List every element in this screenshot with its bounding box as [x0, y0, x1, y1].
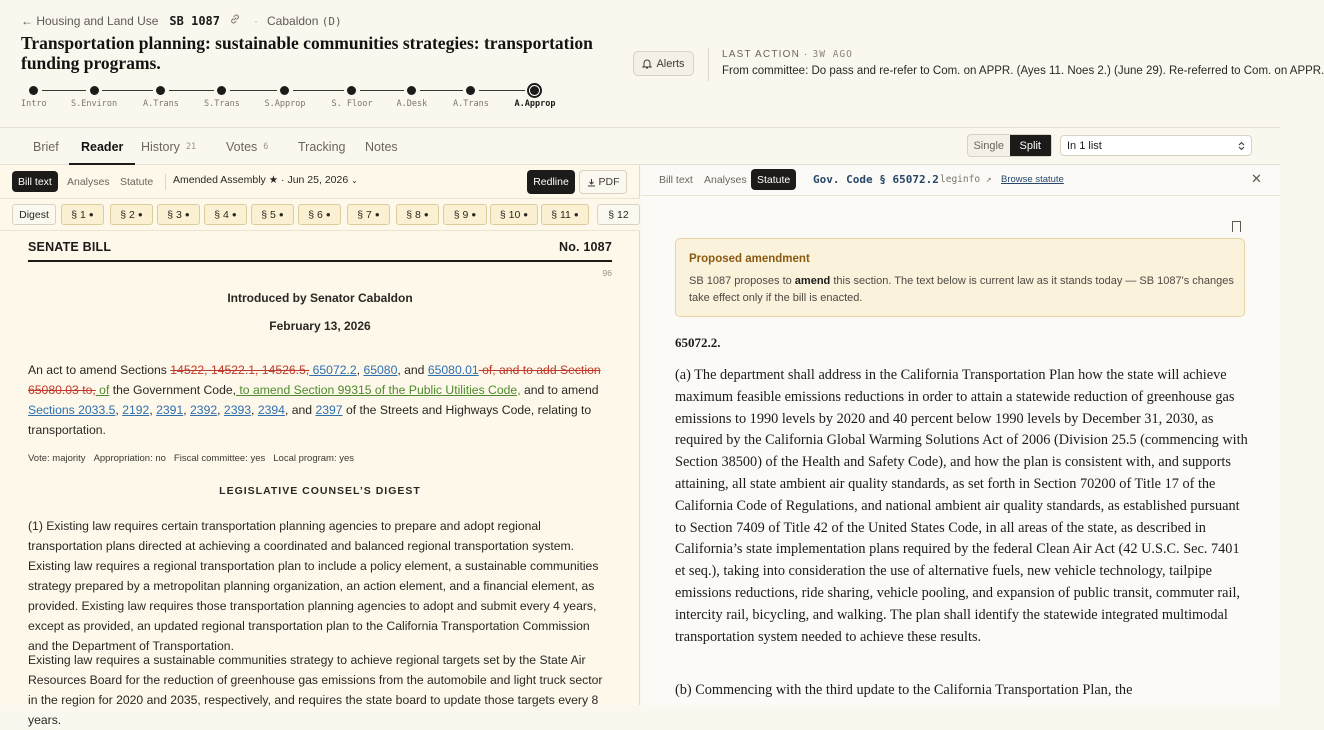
- section-link[interactable]: 2397: [315, 403, 343, 417]
- alerts-label: Alerts: [656, 57, 685, 70]
- digest-paragraph: (1) Existing law requires certain transportation planning agencies to prepare and adopt regional transportation plans directed at achieving a coordinated and balanced regional transportation system. Existing law requires a regional transportation plan to include a policy element, a sustainable communities strategy prepared by a metropolitan planning organization, an action element, and a financial element, as provided. Existing law requires those transportation planning agencies to adopt and submit every 4 years, except as provided, an updated regional transportation plan to the California Transportation Commission and the Department of Transportation.: [28, 519, 599, 653]
- section-chip[interactable]: [347, 204, 390, 225]
- timeline-stage[interactable]: [204, 83, 240, 109]
- section-chip[interactable]: [204, 204, 247, 225]
- split-view-button[interactable]: Split: [1010, 135, 1052, 156]
- back-link[interactable]: ← Housing and Land Use: [21, 13, 159, 28]
- section-chip[interactable]: [157, 204, 200, 225]
- timeline-stage[interactable]: [143, 83, 179, 109]
- stage-label: A.Desk: [396, 99, 428, 109]
- section-chip-label: § 11: [551, 208, 571, 221]
- timeline-stage[interactable]: [265, 83, 306, 109]
- divider: [165, 174, 166, 190]
- stage-label: S.Approp: [264, 99, 306, 109]
- download-icon: [587, 178, 596, 187]
- section-chip-label: § 2: [120, 208, 135, 221]
- proposed-amendment-callout: [675, 238, 1245, 317]
- bill-meta: Vote: majority Appropriation: no Fiscal committee: yes Local program: yes: [28, 453, 355, 464]
- status-timeline: [21, 83, 581, 111]
- bill-header: [0, 0, 1324, 128]
- stage-label: S.Environ: [71, 99, 118, 109]
- bill-id: SB 1087: [169, 13, 220, 28]
- timeline-stage[interactable]: [397, 83, 428, 109]
- changed-dot-icon: ●: [137, 210, 143, 219]
- section-chip[interactable]: [61, 204, 104, 225]
- stage-label: Intro: [21, 99, 47, 109]
- section-chip-label: § 9: [453, 208, 469, 221]
- stage-dot: [347, 86, 356, 95]
- section-link[interactable]: 65080.01: [427, 363, 479, 377]
- section-chip[interactable]: [541, 204, 589, 225]
- statute-paragraph: (a) The department shall address in the California Transportation Plan how the state will achieve maximum feasible emissions reductions in order to attain a statewide reduction of greenhouse gas emissions to 1990 levels by 2020 and 40 percent below 1990 levels by December 31, 2030, as required by the California Global Warming Solutions Act of 2006 (Division 25.5 (commencing with Section 38500) of the Health and Safety Code), and how the plan is consistent with, and supports attaining, all state ambient air quality standards, as set forth in Section 70200 of Title 17 of the California Code of Regulations, and national ambient air quality standards, as established pursuant to Section 7409 of Title 42 of the United States Code, in all areas of the state, as described in California’s state implementation plans required by the federal Clean Air Act (42 U.S.C. Sec. 7401 et seq.), taking into consideration the use of alternative fuels, new vehicle technology, tailpipe emissions reductions, ride sharing, vehicle pooling, and expansion of public transit, commuter rail, intercity rail, bicycling, and walking. The plan shall identify the statewide integrated multimodal transportation system needed to achieve these results.: [675, 367, 1248, 645]
- close-icon[interactable]: ✕: [1251, 171, 1262, 186]
- tab-history[interactable]: History 21: [141, 139, 197, 154]
- section-chip-label: § 8: [406, 208, 421, 221]
- section-chip-label: § 5: [261, 208, 276, 221]
- list-select[interactable]: [1060, 135, 1252, 156]
- chevron-down-icon: ⌄: [351, 176, 358, 185]
- last-action-text: From committee: Do pass and re-refer to Com. on APPR. (Ayes 11. Noes 2.) (June 29). Re-referred to Com. on APPR.: [722, 65, 1324, 77]
- inserted-text: of: [95, 383, 110, 397]
- section-number: 65072.2.: [675, 335, 721, 350]
- code-reference: Gov. Code § 65072.2: [813, 173, 939, 186]
- stage-dot: [466, 86, 475, 95]
- section-link[interactable]: 65072.2: [309, 363, 357, 377]
- author: Cabaldon (D): [267, 13, 342, 28]
- chevron-updown-icon: [1238, 141, 1245, 151]
- page-number: 96: [602, 268, 612, 278]
- section-chip-label: § 3: [167, 208, 182, 221]
- section-link[interactable]: 2394: [257, 403, 285, 417]
- statute-toolbar: [641, 165, 1280, 196]
- leginfo-link[interactable]: leginfo ↗: [940, 174, 992, 185]
- timeline-stage[interactable]: [515, 83, 556, 109]
- changed-dot-icon: ●: [374, 210, 380, 219]
- section-link[interactable]: 2391: [156, 403, 184, 417]
- reader-toolbar: [0, 165, 640, 199]
- timeline-stage[interactable]: [71, 83, 117, 109]
- bill-title: Transportation planning: sustainable communities strategies: transportation funding programs.: [21, 33, 593, 73]
- bell-icon: [642, 58, 652, 69]
- view-toggle: [967, 134, 1052, 157]
- bill-text-tab[interactable]: Bill text: [659, 173, 693, 186]
- tab-reader[interactable]: Reader: [81, 128, 123, 165]
- link-icon[interactable]: [229, 13, 241, 28]
- stage-label: A.Approp: [514, 99, 556, 109]
- section-link[interactable]: 2392: [190, 403, 218, 417]
- section-link[interactable]: Sections 2033.5: [28, 403, 116, 417]
- statute-tab[interactable]: Statute: [120, 175, 154, 188]
- stage-label: A.Trans: [453, 99, 489, 109]
- inserted-text: to amend Section 99315 of the Public Utilities Code,: [236, 383, 521, 397]
- changed-dot-icon: ●: [184, 210, 190, 219]
- timeline-stage[interactable]: [453, 83, 489, 109]
- list-select-value: In 1 list: [1067, 139, 1102, 152]
- bill-reader-pane: [0, 165, 640, 727]
- changed-dot-icon: ●: [423, 210, 429, 219]
- section-chip[interactable]: [396, 204, 439, 225]
- act-text: An act to amend Sections 14522, 14522.1, 14526.5, 65072.2, 65080, and 65080.01 of, and to add Section 65080.03 to, of the Government Code, to amend Section 99315 of the Public Utilities Code, and to amend Sections 2033.5, 2192, 2391, 2392, 2393, 2394, and 2397 of the Streets and Highways Code, relating to transportation.: [28, 363, 601, 437]
- tab-tracking[interactable]: Tracking: [298, 139, 346, 154]
- analyses-tab[interactable]: Analyses: [704, 173, 747, 186]
- stage-dot: [407, 86, 416, 95]
- section-chip-label: § 10: [499, 208, 521, 221]
- deleted-text: of, and to add Section 65080.03 to,: [28, 363, 601, 397]
- stage-label: A.Trans: [143, 99, 179, 109]
- timeline-stage[interactable]: [21, 83, 47, 109]
- heading-rule: [28, 260, 612, 262]
- stage-dot: [280, 86, 289, 95]
- section-link[interactable]: 2192: [122, 403, 150, 417]
- digest-heading: LEGISLATIVE COUNSEL’S DIGEST: [219, 485, 421, 497]
- divider: [708, 48, 709, 81]
- deleted-text: 14522, 14522.1, 14526.5,: [170, 363, 310, 377]
- stage-dot: [29, 86, 38, 95]
- section-chip-label: § 1: [71, 208, 86, 221]
- section-nav: [0, 199, 640, 231]
- section-chip-label: § 12: [608, 208, 629, 221]
- section-chip-label: § 7: [357, 208, 372, 221]
- tab-votes[interactable]: Votes 6: [226, 139, 269, 154]
- stage-label: S.Trans: [204, 99, 240, 109]
- timeline-stage[interactable]: [332, 83, 373, 109]
- tab-brief[interactable]: Brief: [33, 139, 59, 154]
- changed-dot-icon: ●: [88, 210, 94, 219]
- callout-heading: Proposed amendment: [689, 253, 810, 265]
- browse-statute-link[interactable]: Browse statute: [1001, 174, 1064, 185]
- changed-dot-icon: ●: [325, 210, 331, 219]
- bill-text-tab[interactable]: Bill text: [12, 171, 58, 192]
- section-chip-label: § 4: [214, 208, 229, 221]
- stage-dot: [90, 86, 99, 95]
- single-view-button[interactable]: Single: [973, 139, 1005, 152]
- stage-label: S. Floor: [331, 99, 373, 109]
- changed-dot-icon: ●: [231, 210, 237, 219]
- introduced-by: Introduced by Senator Cabaldon: [227, 291, 413, 305]
- separator-dot: ·: [254, 13, 258, 28]
- redline-button[interactable]: Redline: [527, 170, 575, 194]
- section-chip-label: Digest: [19, 208, 49, 221]
- pdf-button[interactable]: PDF: [579, 170, 627, 194]
- breadcrumb: [21, 13, 342, 28]
- stage-dot: [527, 83, 542, 98]
- version-select[interactable]: Amended Assembly ★ · Jun 25, 2026 ⌄: [173, 174, 358, 186]
- section-chip[interactable]: [490, 204, 538, 225]
- bookmark-icon[interactable]: [1232, 221, 1241, 232]
- section-chip[interactable]: [443, 204, 487, 225]
- tab-notes[interactable]: Notes: [365, 139, 398, 154]
- section-link[interactable]: 65080: [363, 363, 398, 377]
- stage-dot: [156, 86, 165, 95]
- section-chip[interactable]: [597, 204, 640, 225]
- statute-paragraph: (b) Commencing with the third update to the California Transportation Plan, the: [675, 682, 1133, 698]
- introduced-date: February 13, 2026: [269, 319, 371, 333]
- changed-dot-icon: ●: [573, 210, 579, 219]
- section-link[interactable]: 2393: [223, 403, 252, 417]
- stage-dot: [217, 86, 226, 95]
- section-chip[interactable]: [110, 204, 153, 225]
- statute-pane: [641, 165, 1280, 705]
- section-chip[interactable]: [298, 204, 341, 225]
- last-action-label: LAST ACTION · 3W AGO: [722, 49, 853, 60]
- changed-dot-icon: ●: [278, 210, 284, 219]
- analyses-tab[interactable]: Analyses: [67, 175, 110, 188]
- digest-chip[interactable]: [12, 204, 56, 225]
- section-chip-label: § 6: [308, 208, 323, 221]
- section-chip[interactable]: [251, 204, 294, 225]
- callout-text: SB 1087 proposes to amend this section. The text below is current law as it stands today — SB 1087's changes take effect only if the bill is enacted.: [689, 275, 1234, 304]
- digest-paragraph: Existing law requires a sustainable communities strategy to achieve regional targets set by the State Air Resources Board for the reduction of greenhouse gas emissions from the automobile and light truck sector in the region for 2020 and 2035, respectively, and requires the state board to update those targets every 8 years.: [28, 653, 603, 727]
- alerts-button[interactable]: [633, 51, 694, 76]
- bill-heading: SENATE BILL No. 1087: [28, 240, 612, 254]
- statute-tab[interactable]: Statute: [751, 169, 796, 190]
- changed-dot-icon: ●: [471, 210, 477, 219]
- changed-dot-icon: ●: [523, 210, 529, 219]
